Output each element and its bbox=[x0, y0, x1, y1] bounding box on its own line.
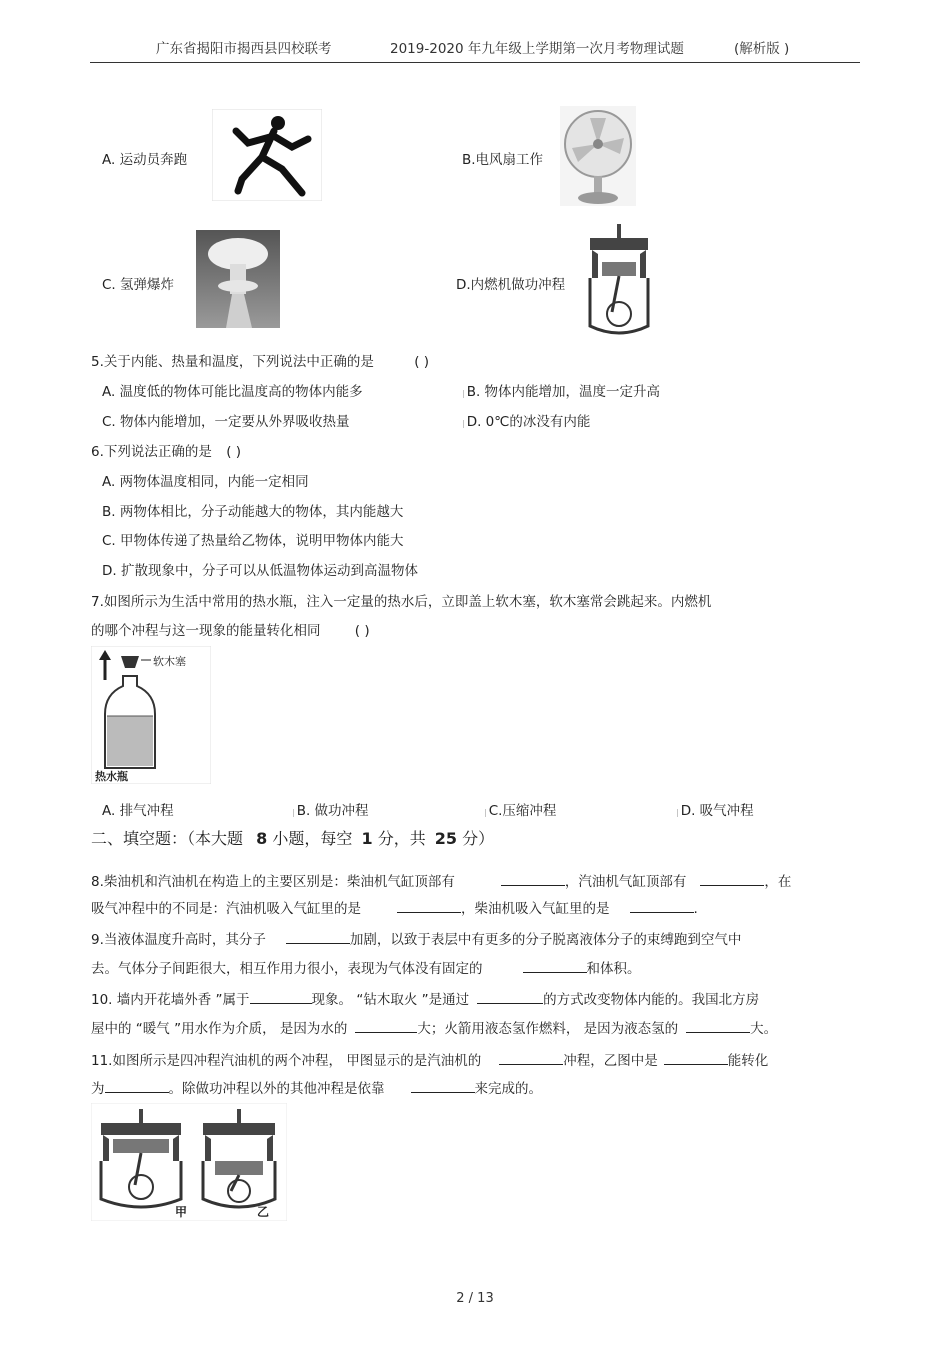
q6-option-c: C. 甲物体传递了热量给乙物体，说明甲物体内能大 bbox=[102, 533, 404, 549]
q7-option-b: | B. 做功冲程 bbox=[292, 803, 369, 819]
figure-label-jia: 甲 bbox=[175, 1205, 188, 1219]
q11-text-1: 11.如图所示是四冲程汽油机的两个冲程， 甲图显示的是汽油机的 bbox=[91, 1053, 482, 1069]
cork-label: 软木塞 bbox=[153, 655, 186, 668]
q9-text-1: 9.当液体温度升高时，其分子 bbox=[91, 932, 266, 948]
q7-stem-line2-text: 的哪个冲程与这一现象的能量转化相同 bbox=[91, 623, 321, 639]
q11-text-6: 来完成的。 bbox=[474, 1081, 542, 1097]
q8-blank-1[interactable] bbox=[501, 872, 565, 886]
thermos-label: 热水瓶 bbox=[95, 770, 128, 783]
q11-blank-2[interactable] bbox=[664, 1051, 728, 1065]
engine-power-stroke-image bbox=[584, 218, 654, 340]
header-school: 广东省揭阳市揭西县四校联考 bbox=[156, 41, 332, 57]
q5-stem-text: 5.关于内能、热量和温度，下列说法中正确的是 bbox=[91, 354, 374, 370]
q5-stem bbox=[91, 350, 429, 370]
q5-option-c: C. 物体内能增加，一定要从外界吸收热量 bbox=[102, 414, 350, 430]
q4-option-c: C. 氢弹爆炸 bbox=[102, 277, 175, 293]
q5-option-b-text: B. 物体内能增加，温度一定升高 bbox=[466, 384, 661, 400]
q8-text-3: ，在 bbox=[764, 874, 792, 890]
q10-text-3: 的方式改变物体内能的。我国北方房 bbox=[543, 992, 760, 1008]
q7-answer-paren: ( ) bbox=[354, 623, 370, 639]
header-exam-title: 2019-2020 年九年级上学期第一次月考物理试题 bbox=[390, 41, 684, 57]
q8-text-5: ，柴油机吸入气缸里的是 bbox=[461, 901, 610, 917]
q6-stem bbox=[91, 440, 241, 460]
q5-option-b: | B. 物体内能增加，温度一定升高 bbox=[462, 384, 661, 400]
section-title-mid2: 分，共 bbox=[377, 829, 426, 848]
q11-text-4: 为 bbox=[91, 1081, 105, 1097]
q6-stem-text: 6.下列说法正确的是 bbox=[91, 444, 212, 460]
q6-option-b: B. 两物体相比，分子动能越大的物体，其内能越大 bbox=[102, 504, 404, 520]
q10-blank-4[interactable] bbox=[686, 1019, 750, 1033]
q5-answer-paren: ( ) bbox=[414, 354, 430, 370]
q7-option-d: | D. 吸气冲程 bbox=[676, 803, 754, 819]
q11-blank-3[interactable] bbox=[105, 1079, 169, 1093]
q11-blank-4[interactable] bbox=[411, 1079, 475, 1093]
q8-line2 bbox=[91, 897, 698, 917]
q10-blank-3[interactable] bbox=[355, 1019, 417, 1033]
q7-option-c: | C.压缩冲程 bbox=[484, 803, 557, 819]
q10-blank-1[interactable] bbox=[250, 990, 312, 1004]
q10-text-6: 大。 bbox=[750, 1021, 778, 1037]
q5-option-d-text: D. 0℃的冰没有内能 bbox=[466, 414, 591, 430]
q6-option-a: A. 两物体温度相同，内能一定相同 bbox=[102, 474, 309, 490]
fan-image bbox=[560, 106, 636, 206]
q10-text-1: 10. 墙内开花墙外香 ”属于 bbox=[91, 992, 250, 1008]
q8-blank-2[interactable] bbox=[700, 872, 764, 886]
q6-option-d: D. 扩散现象中，分子可以从低温物体运动到高温物体 bbox=[102, 563, 418, 579]
section-title-fill-in bbox=[91, 826, 494, 849]
q9-line1 bbox=[91, 928, 741, 948]
section-total-points: 25 bbox=[434, 829, 458, 848]
hbomb-explosion-image bbox=[196, 230, 280, 328]
section-title-prefix: 二、填空题：（本大题 bbox=[91, 829, 244, 848]
q7-option-a: A. 排气冲程 bbox=[102, 803, 174, 819]
q5-option-a: A. 温度低的物体可能比温度高的物体内能多 bbox=[102, 384, 363, 400]
q4-option-d: D.内燃机做功冲程 bbox=[456, 277, 566, 293]
section-title-mid1: 小题，每空 bbox=[272, 829, 353, 848]
q8-text-1: 8.柴油机和汽油机在构造上的主要区别是：柴油机气缸顶部有 bbox=[91, 874, 455, 890]
q10-text-4: 屋中的 “暖气 ”用水作为介质， 是因为水的 bbox=[91, 1021, 348, 1037]
q8-line1 bbox=[91, 870, 791, 890]
q7-stem-line1: 7.如图所示为生活中常用的热水瓶，注入一定量的热水后，立即盖上软木塞，软木塞常会跳起来。内燃机 bbox=[91, 594, 712, 610]
figure-label-yi: 乙 bbox=[257, 1205, 270, 1219]
thermos-figure bbox=[91, 646, 211, 784]
q7-option-c-text: C.压缩冲程 bbox=[488, 803, 557, 819]
thermos-drawing bbox=[91, 646, 211, 784]
q4-option-b: B.电风扇工作 bbox=[462, 152, 544, 168]
q7-option-b-text: B. 做功冲程 bbox=[296, 803, 369, 819]
q9-text-4: 和体积。 bbox=[586, 961, 641, 977]
section-title-end: 分） bbox=[462, 829, 495, 848]
q8-blank-3[interactable] bbox=[397, 899, 461, 913]
page-header bbox=[90, 34, 860, 63]
header-version: (解析版 ) bbox=[734, 41, 790, 57]
q11-text-5: 。除做功冲程以外的其他冲程是依靠 bbox=[168, 1081, 385, 1097]
q5-option-d: | D. 0℃的冰没有内能 bbox=[462, 414, 591, 430]
q9-text-3: 去。气体分子间距很大，相互作用力很小，表现为气体没有固定的 bbox=[91, 961, 483, 977]
page-number: 2 / 13 bbox=[456, 1291, 494, 1306]
q8-blank-4[interactable] bbox=[630, 899, 694, 913]
q7-stem-line2 bbox=[91, 619, 370, 639]
q9-text-2: 加剧，以致于表层中有更多的分子脱离液体分子的束缚跑到空气中 bbox=[349, 932, 742, 948]
q10-text-5: 大；火箭用液态氢作燃料， 是因为液态氢的 bbox=[417, 1021, 679, 1037]
section-points-each: 1 bbox=[361, 829, 373, 848]
q8-text-4: 吸气冲程中的不同是：汽油机吸入气缸里的是 bbox=[91, 901, 361, 917]
q11-text-2: 冲程，乙图中是 bbox=[563, 1053, 658, 1069]
q10-line2 bbox=[91, 1017, 777, 1037]
q6-answer-paren: ( ) bbox=[226, 444, 242, 460]
q11-line1 bbox=[91, 1049, 768, 1069]
q10-text-2: 现象。 “钻木取火 ”是通过 bbox=[311, 992, 470, 1008]
engine-strokes-figure bbox=[91, 1103, 287, 1221]
q7-option-d-text: D. 吸气冲程 bbox=[680, 803, 754, 819]
q11-blank-1[interactable] bbox=[499, 1051, 563, 1065]
q11-text-3: 能转化 bbox=[727, 1053, 769, 1069]
q11-line2 bbox=[91, 1077, 542, 1097]
q8-text-6: . bbox=[693, 901, 698, 917]
q4-option-a: A. 运动员奔跑 bbox=[102, 152, 188, 168]
runner-image bbox=[212, 109, 322, 201]
q10-line1 bbox=[91, 988, 759, 1008]
q10-blank-2[interactable] bbox=[477, 990, 543, 1004]
q9-blank-2[interactable] bbox=[523, 959, 587, 973]
q9-line2 bbox=[91, 957, 641, 977]
q9-blank-1[interactable] bbox=[286, 930, 350, 944]
section-question-count: 8 bbox=[256, 829, 268, 848]
q8-text-2: ，汽油机气缸顶部有 bbox=[564, 874, 687, 890]
